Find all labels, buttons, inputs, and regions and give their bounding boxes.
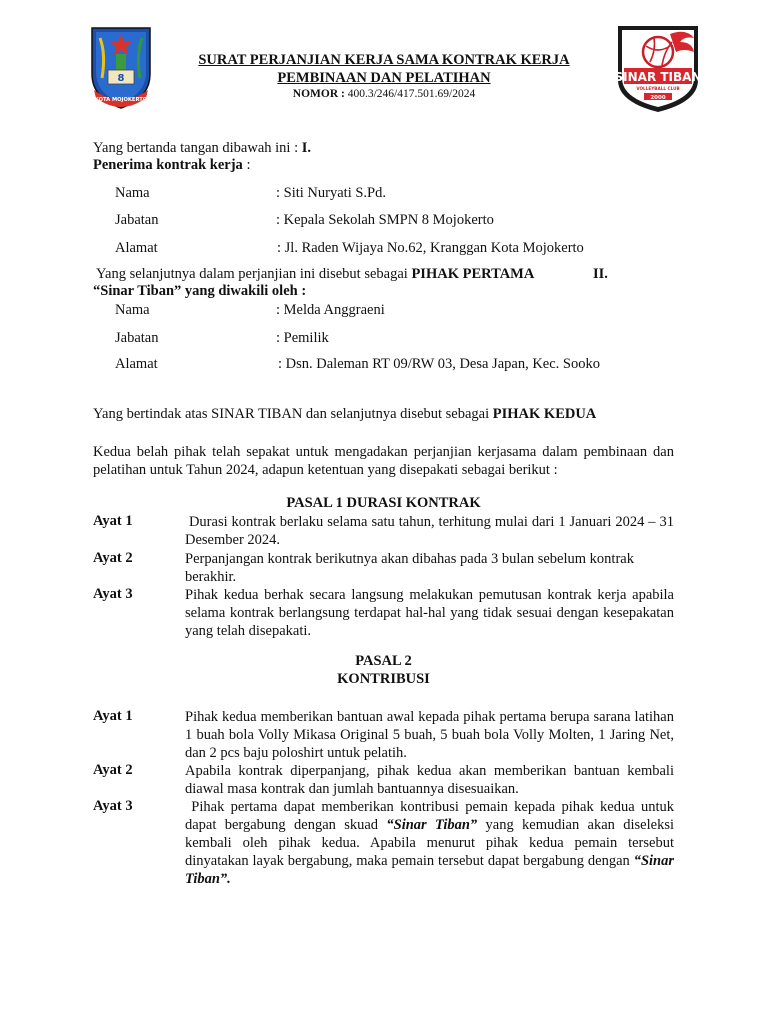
party-1-closing [96,266,534,283]
pasal-2-ayat-3-label: Ayat 3 [93,798,133,814]
party-number-1: I. [301,140,312,156]
svg-text:KOTA MOJOKERTO: KOTA MOJOKERTO [94,97,148,103]
svg-text:VOLLEYBALL CLUB: VOLLEYBALL CLUB [636,86,680,91]
party-1-closing-text: Yang selanjutnya dalam perjanjian ini disebut sebagai [96,266,412,282]
pasal-1-ayat-1-label: Ayat 1 [93,513,133,529]
party-1-name-value: : Siti Nuryati S.Pd. [276,185,386,201]
party-1-position-value: : Kepala Sekolah SMPN 8 Mojokerto [276,212,494,228]
document-title-line-2: PEMBINAAN DAN PELATIHAN [277,70,491,86]
svg-text:2000: 2000 [650,95,666,101]
intro-line [93,140,311,157]
pasal-1-ayat-1-text: Durasi kontrak berlaku selama satu tahun, terhitung mulai dari 1 Januari 2024 – 31 Desember 2024. [185,514,674,548]
party-1-address-label: Alamat [115,240,158,256]
party-1-heading [93,157,250,174]
document-number-value: 400.3/246/417.501.69/2024 [344,88,476,100]
document-title-line-1: SURAT PERJANJIAN KERJA SAMA KONTRAK KERJA [198,52,570,68]
party-2-closing [93,406,596,423]
party-2-name-label: Nama [115,302,150,318]
party-2-address-value: : Dsn. Daleman RT 09/RW 03, Desa Japan, Kec. Sooko [278,356,600,372]
sinar-tiban-logo [610,20,706,114]
party-2-name-value: : Melda Anggraeni [276,302,385,318]
pasal-2-ayat-1-label: Ayat 1 [93,708,133,724]
kota-mojokerto-emblem [88,24,154,110]
party-1-position-label: Jabatan [115,212,159,228]
pasal-1-ayat-2-text: Perpanjangan kontrak berikutnya akan dibahas pada 3 bulan sebelum kontrak berakhir. [185,551,634,585]
pasal-2-ayat-3-part-b: yang kemudian akan diseleksi kembali oleh pihak kedua. Apabila menurut pihak kedua pemain tersebut dinyatakan layak bergabung, maka pemain tersebut dapat bergabung dengan [185,817,674,869]
pasal-1-ayat-3-text: Pihak kedua berhak secara langsung melakukan pemutusan kontrak kerja apabila selama kontrak berlangsung terdapat hal-hal yang tidak sesuai dengan kesepakatan yang telah disepakati. [185,587,674,639]
intro-text: Yang bertanda tangan dibawah ini : [93,140,302,156]
party-1-address-value: : Jl. Raden Wijaya No.62, Kranggan Kota Mojokerto [277,240,584,256]
pasal-2-ayat-1-text: Pihak kedua memberikan bantuan awal kepada pihak pertama berupa sarana latihan 1 buah bola Volly Mikasa Original 5 buah, 5 buah bola Volly Molten, 1 Jaring Net, dan 2 pcs baju poloshirt untuk pelatih. [185,709,674,761]
party-number-2: II. [593,266,608,282]
party-2-title: “Sinar Tiban” yang diwakili oleh : [93,283,307,299]
party-1-colon: : [242,157,251,173]
pasal-1-ayat-3-label: Ayat 3 [93,586,133,602]
party-2-address-label: Alamat [115,356,158,372]
party-2-position-label: Jabatan [115,330,159,346]
pasal-1-ayat-2-label: Ayat 2 [93,550,133,566]
pihak-pertama-label: PIHAK PERTAMA [411,266,535,282]
document-number-label: NOMOR : [292,88,345,100]
pasal-2-title: PASAL 2 [355,653,412,669]
svg-text:8: 8 [117,73,125,84]
pasal-2-ayat-2-text: Apabila kontrak diperpanjang, pihak kedua akan memberikan bantuan kembali diawal masa kontrak dan jumlah bantuannya disesuaikan. [185,763,674,797]
pasal-2-ayat-2-label: Ayat 2 [93,762,133,778]
pihak-kedua-label: PIHAK KEDUA [492,406,597,422]
party-2-closing-text: Yang bertindak atas SINAR TIBAN dan selanjutnya disebut sebagai [93,406,493,422]
agreement-paragraph: Kedua belah pihak telah sepakat untuk mengadakan perjanjian kerjasama dalam pembinaan dan pelatihan untuk Tahun 2024, adapun ketentuan yang disepakati sebagai berikut : [93,444,674,478]
document-number [170,88,598,100]
pasal-1-title: PASAL 1 DURASI KONTRAK [286,495,481,511]
svg-text:SINAR TIBAN: SINAR TIBAN [614,70,702,84]
sinar-tiban-emphasis-1: “Sinar Tiban” [386,817,478,833]
party-2-position-value: : Pemilik [276,330,329,346]
pasal-2-ayat-3-part-a: Pihak pertama dapat memberikan kontribusi pemain kepada pihak kedua untuk dapat bergabung dengan skuad [185,799,674,833]
pasal-2-ayat-3-text [185,798,674,888]
party-1-title: Penerima kontrak kerja [93,157,243,173]
sinar-tiban-emphasis-2: “Sinar Tiban”. [185,853,674,887]
party-1-name-label: Nama [115,185,150,201]
pasal-2-subtitle: KONTRIBUSI [337,671,430,687]
